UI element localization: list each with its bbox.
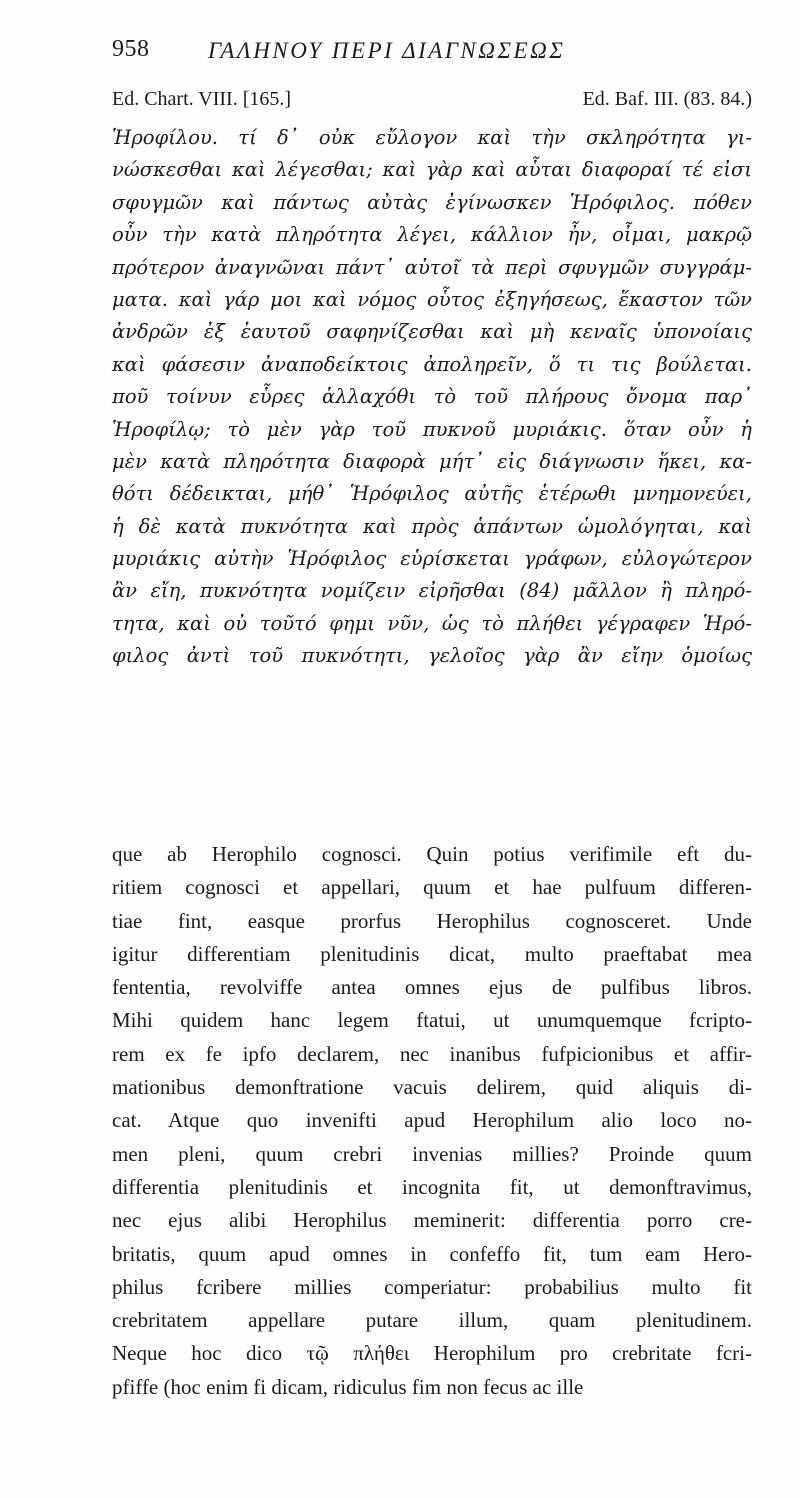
latin-text-line: differentia plenitudinis et incognita fit, ut demonftravimus, bbox=[112, 1174, 752, 1199]
latin-text-block bbox=[112, 838, 752, 1404]
latin-text-line: Neque hoc dico τῷ πλήθει Herophilum pro crebritate fcri- bbox=[112, 1341, 752, 1366]
greek-text-line: οὖν τὴν κατὰ πληρότητα λέγει, κάλλιον ἦν, οἶμαι, μακρῷ bbox=[112, 223, 752, 247]
latin-text-line: mationibus demonftratione vacuis delirem, quid aliquis di- bbox=[112, 1075, 752, 1100]
latin-text-line: rem ex fe ipfo declarem, nec inanibus fufpicionibus et affir- bbox=[112, 1041, 752, 1066]
greek-text-line: ἀνδρῶν ἐξ ἑαυτοῦ σαφηνίζεσθαι καὶ μὴ κεναῖς ὑπονοίαις bbox=[112, 320, 752, 344]
greek-text-line: τητα, καὶ οὐ τοῦτό φημι νῦν, ὡς τὸ πλήθει γέγραφεν Ἡρό- bbox=[112, 611, 752, 635]
greek-text-line: φιλος ἀντὶ τοῦ πυκνότητι, γελοῖος γὰρ ἂν εἴην ὁμοίως bbox=[112, 644, 752, 668]
latin-text-line: fententia, revolviffe antea omnes ejus de pulfibus libros. bbox=[112, 975, 752, 1000]
latin-text-line: igitur differentiam plenitudinis dicat, multo praeftabat mea bbox=[112, 941, 752, 966]
greek-text-line: Ἡροφίλου. τί δ᾽ οὐκ εὔλογον καὶ τὴν σκληρότητα γι- bbox=[112, 126, 752, 149]
latin-text-line: philus fcribere millies comperiatur: probabilius multo fit bbox=[112, 1274, 752, 1299]
edition-reference-line bbox=[112, 88, 752, 118]
latin-text-line: ritiem cognosci et appellari, quum et hae pulfuum differen- bbox=[112, 875, 752, 900]
greek-text-block bbox=[112, 122, 752, 673]
greek-text-line: μὲν κατὰ πληρότητα διαφορὰ μήτ᾽ εἰς διάγνωσιν ἥκει, κα- bbox=[112, 449, 752, 473]
greek-text-line: σφυγμῶν καὶ πάντως αὐτὰς ἐγίνωσκεν Ἡρόφιλος. πόθεν bbox=[112, 190, 752, 214]
greek-text-line: καὶ φάσεσιν ἀναποδείκτοις ἀποληρεῖν, ὅ τι τις βούλεται. bbox=[112, 352, 752, 376]
edition-chartier-reference: Ed. Chart. VIII. [165.] bbox=[112, 88, 292, 110]
page-header-title: ΓΑΛΗΝΟΥ ΠΕΡΙ ΔΙΑΓΝΩΣΕΩΣ bbox=[208, 38, 566, 63]
latin-text-line: que ab Herophilo cognosci. Quin potius verifimile eft du- bbox=[112, 842, 752, 866]
latin-text-line: men pleni, quum crebri invenias millies? Proinde quum bbox=[112, 1141, 752, 1166]
greek-text-line: νώσκεσθαι καὶ λέγεσθαι; καὶ γὰρ καὶ αὗται διαφοραί τέ εἰσι bbox=[112, 158, 752, 182]
greek-text-line: Ἡροφίλῳ; τὸ μὲν γὰρ τοῦ πυκνοῦ μυριάκις. ὅταν οὖν ἡ bbox=[112, 417, 752, 441]
latin-text-line: tiae fint, easque prorfus Herophilus cognosceret. Unde bbox=[112, 908, 752, 933]
greek-text-line: ἂν εἴη, πυκνότητα νομίζειν εἰρῆσθαι (84) μᾶλλον ἢ πληρό- bbox=[112, 579, 752, 603]
greek-text-line: ἡ δὲ κατὰ πυκνότητα καὶ πρὸς ἁπάντων ὡμολόγηται, καὶ bbox=[112, 514, 752, 538]
greek-text-line: ποῦ τοίνυν εὗρες ἀλλαχόθι τὸ τοῦ πλήρους ὄνομα παρ᾽ bbox=[112, 385, 752, 409]
greek-text-line: πρότερον ἀναγνῶναι πάντ᾽ αὐτοῖ τὰ περὶ σφυγμῶν συγγράμ- bbox=[112, 255, 752, 279]
latin-text-line: pfiffe (hoc enim fi dicam, ridiculus fim non fecus ac ille bbox=[112, 1374, 584, 1399]
latin-text-line: Mihi quidem hanc legem ftatui, ut unumquemque fcripto- bbox=[112, 1008, 752, 1033]
edition-basel-reference: Ed. Baf. III. (83. 84.) bbox=[582, 88, 752, 110]
running-head bbox=[112, 36, 752, 76]
latin-text-line: crebritatem appellare putare illum, quam plenitudinem. bbox=[112, 1308, 752, 1333]
latin-text-line: britatis, quum apud omnes in confeffo fit, tum eam Hero- bbox=[112, 1241, 752, 1266]
greek-text-line: ματα. καὶ γάρ μοι καὶ νόμος οὗτος ἐξηγήσεως, ἕκαστον τῶν bbox=[112, 287, 752, 311]
greek-text-line: θότι δέδεικται, μήθ᾽ Ἡρόφιλος αὐτῆς ἑτέρωθι μνημονεύει, bbox=[112, 482, 752, 506]
latin-text-line: nec ejus alibi Herophilus meminerit: differentia porro cre- bbox=[112, 1208, 752, 1233]
greek-text-line: μυριάκις αὐτὴν Ἡρόφιλος εὑρίσκεται γράφων, εὐλογώτερον bbox=[112, 547, 752, 571]
page-number: 958 bbox=[112, 36, 150, 62]
latin-text-line: cat. Atque quo invenifti apud Herophilum alio loco no- bbox=[112, 1108, 752, 1133]
